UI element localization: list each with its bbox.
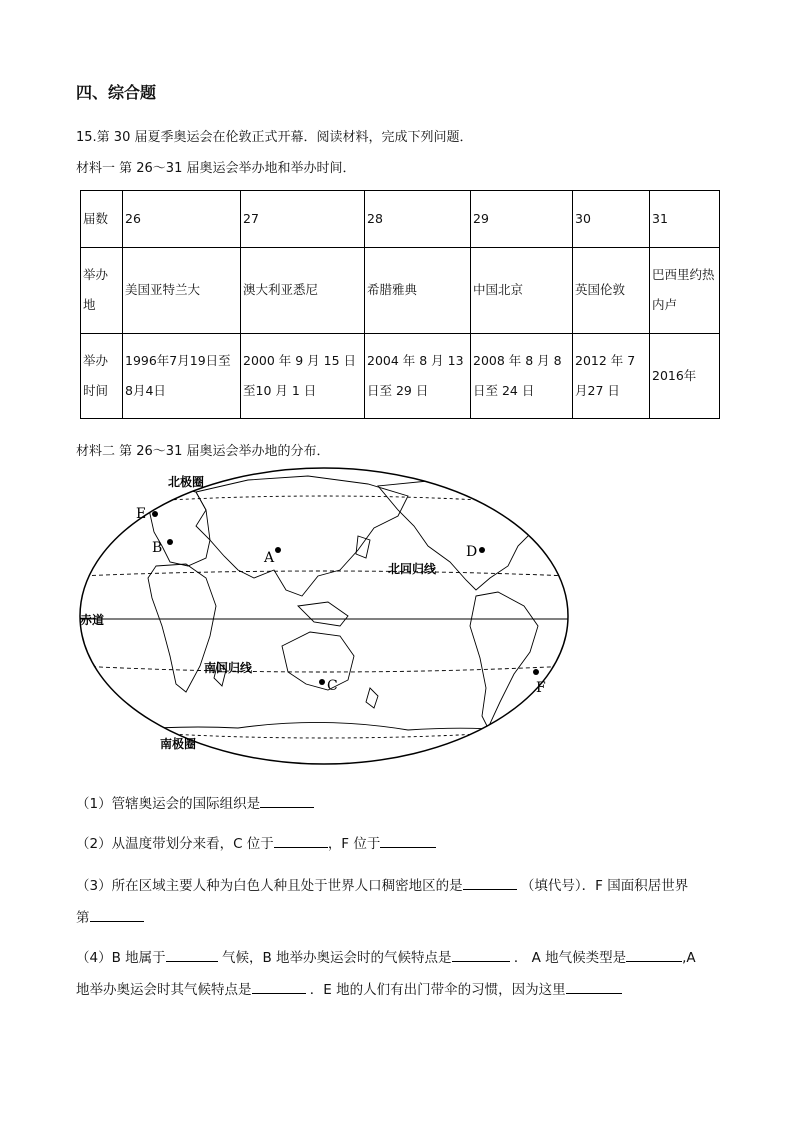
- table-cell: 2000 年 9 月 15 日至10 月 1 日: [241, 333, 365, 418]
- answer-blank[interactable]: [463, 875, 517, 890]
- answer-blank[interactable]: [252, 979, 306, 994]
- olympics-table: [80, 190, 720, 419]
- material-two-label: 材料二 第 26～31 届奥运会举办地的分布．: [76, 444, 330, 459]
- answer-blank[interactable]: [166, 947, 218, 962]
- label-equator: 赤道: [80, 613, 105, 627]
- table-row-host-date: [81, 333, 720, 418]
- question-text: （4）B 地属于: [76, 950, 166, 966]
- greenland-landmass: [488, 468, 548, 488]
- table-cell: 澳大利亚悉尼: [241, 248, 365, 333]
- question-text: 地举办奥运会时其气候特点是: [76, 982, 252, 998]
- point-a: [275, 547, 281, 553]
- answer-blank[interactable]: [566, 979, 622, 994]
- question-4: [76, 946, 696, 966]
- point-f-label: F: [536, 680, 546, 696]
- answer-blank[interactable]: [452, 947, 510, 962]
- question-text: （2）从温度带划分来看，C 位于: [76, 836, 274, 852]
- answer-blank[interactable]: [90, 907, 144, 922]
- table-cell: 29: [471, 191, 573, 248]
- question-3: [76, 874, 688, 894]
- table-cell: 届数: [81, 191, 123, 248]
- table-cell: 巴西里约热内卢: [650, 248, 720, 333]
- answer-blank[interactable]: [626, 947, 682, 962]
- table-cell: 28: [365, 191, 471, 248]
- table-row-host-city: [81, 248, 720, 333]
- label-antarctic-circle: 南极圈: [160, 737, 197, 751]
- world-map: [78, 466, 570, 766]
- table-cell: 26: [123, 191, 241, 248]
- question-text: 第: [76, 910, 90, 926]
- table-cell: 中国北京: [471, 248, 573, 333]
- point-a-label: A: [264, 550, 275, 566]
- point-d-label: D: [466, 544, 478, 560]
- table-cell: 30: [573, 191, 650, 248]
- section-title: 四、综合题: [76, 83, 157, 102]
- table-cell: 2008 年 8 月 8 日至 24 日: [471, 333, 573, 418]
- table-row-session: [81, 191, 720, 248]
- table-cell: 1996年7月19日至8月4日: [123, 333, 241, 418]
- point-f: [533, 669, 539, 675]
- question-text: ． A 地气候类型是: [513, 950, 627, 966]
- point-e-label: E: [136, 506, 147, 522]
- point-b: [167, 539, 173, 545]
- table-cell: 27: [241, 191, 365, 248]
- question-3-continued: [76, 906, 144, 926]
- table-cell: 举办时间: [81, 333, 123, 418]
- table-cell: 31: [650, 191, 720, 248]
- question-text: （1）管辖奥运会的国际组织是: [76, 796, 261, 812]
- question-intro: 15.第 30 届夏季奥运会在伦敦正式开幕．阅读材料，完成下列问题．: [76, 130, 473, 145]
- table-cell: 举办地: [81, 248, 123, 333]
- answer-blank[interactable]: [260, 793, 314, 808]
- point-c: [319, 679, 325, 685]
- question-text: ．E 地的人们有出门带伞的习惯，因为这里: [309, 982, 566, 998]
- point-b-label: B: [152, 540, 163, 556]
- label-tropic-cancer: 北回归线: [388, 562, 437, 576]
- table-cell: 希腊雅典: [365, 248, 471, 333]
- question-1: [76, 792, 314, 812]
- material-one-label: 材料一 第 26～31 届奥运会举办地和举办时间．: [76, 161, 356, 176]
- question-text: ，F 位于: [327, 836, 381, 852]
- table-cell: 英国伦敦: [573, 248, 650, 333]
- table-cell: 美国亚特兰大: [123, 248, 241, 333]
- question-2: [76, 832, 436, 852]
- point-d: [479, 547, 485, 553]
- point-e: [152, 511, 158, 517]
- answer-blank[interactable]: [274, 833, 328, 848]
- answer-blank[interactable]: [380, 833, 436, 848]
- question-text: （填代号）．F 国面积居世界: [520, 878, 689, 894]
- table-cell: 2004 年 8 月 13 日至 29 日: [365, 333, 471, 418]
- question-text: （3）所在区域主要人种为白色人种且处于世界人口稠密地区的是: [76, 878, 463, 894]
- question-text: 气候，B 地举办奥运会时的气候特点是: [221, 950, 452, 966]
- label-arctic-circle: 北极圈: [168, 475, 205, 489]
- question-text: ,A: [682, 950, 696, 966]
- label-tropic-capricorn: 南回归线: [204, 661, 253, 675]
- table-cell: 2016年: [650, 333, 720, 418]
- table-cell: 2012 年 7 月27 日: [573, 333, 650, 418]
- question-4-continued: [76, 978, 622, 998]
- point-c-label: C: [327, 678, 338, 694]
